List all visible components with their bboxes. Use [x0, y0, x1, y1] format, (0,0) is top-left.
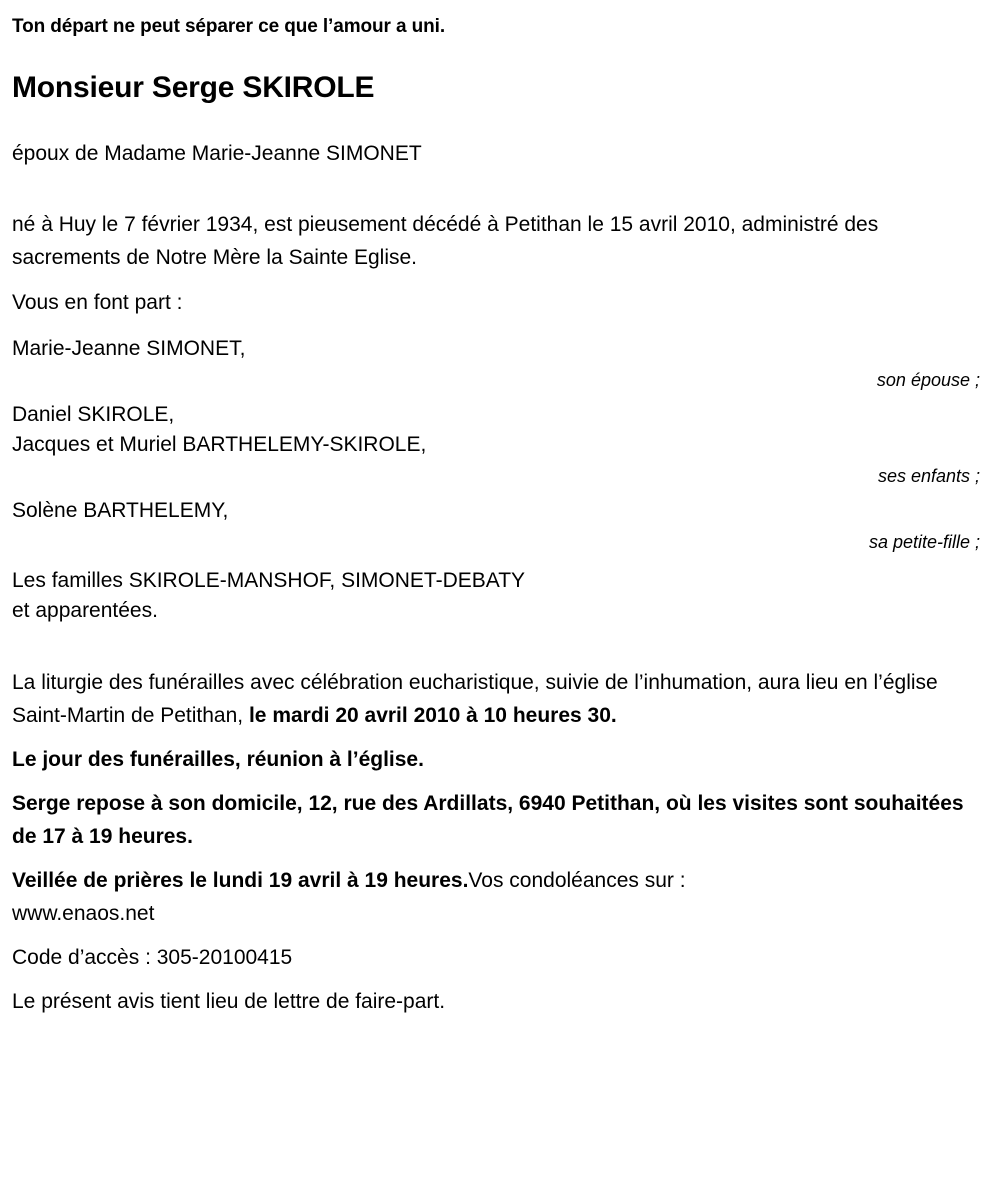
deceased-name-heading: Monsieur Serge SKIROLE	[12, 71, 375, 104]
condolences-label: Vos condoléances sur :	[468, 869, 686, 892]
survivor-name: Marie-Jeanne SIMONET,	[12, 337, 246, 360]
survivor-relation: ses enfants ;	[877, 466, 980, 486]
ceremony-details	[12, 666, 988, 1018]
survivor-group	[12, 496, 988, 556]
survivor-name: Daniel SKIROLE,	[12, 403, 175, 426]
survivor-group	[12, 400, 988, 490]
families-line-secondary: et apparentées.	[12, 599, 158, 622]
survivor-names	[12, 496, 988, 526]
survivor-relation: son épouse ;	[876, 370, 980, 390]
liturgy-paragraph	[12, 666, 974, 732]
condolences-website[interactable]: www.enaos.net	[12, 902, 155, 925]
survivors-list	[12, 334, 988, 626]
access-code: Code d’accès : 305-20100415	[12, 946, 293, 969]
reunion-note: Le jour des funérailles, réunion à l’église.	[12, 748, 424, 771]
survivor-name: Solène BARTHELEMY,	[12, 499, 229, 522]
liturgy-datetime: le mardi 20 avril 2010 à 10 heures 30.	[248, 704, 617, 727]
vigil-note: Veillée de prières le lundi 19 avril à 19 heures.	[12, 869, 469, 892]
survivor-names	[12, 400, 988, 460]
survivor-name: Jacques et Muriel BARTHELEMY-SKIROLE,	[12, 433, 427, 456]
repose-location: Serge repose à son domicile, 12, rue des Ardillats, 6940 Petithan, où les visites sont souhaitées de 17 à 19 heures.	[12, 792, 964, 848]
families-line-primary: Les familles SKIROLE-MANSHOF, SIMONET-DEBATY	[12, 569, 526, 592]
epigraph: Ton départ ne peut séparer ce que l’amour a uni.	[12, 16, 445, 37]
announcement-intro: Vous en font part :	[12, 291, 183, 314]
liturgy-text: La liturgie des funérailles avec célébration eucharistique, suivie de l’inhumation, aura lieu en l’église Saint-Martin de Petithan,	[12, 671, 938, 727]
vigil-and-condolences	[12, 864, 974, 930]
survivor-group	[12, 334, 988, 394]
spouse-line: époux de Madame Marie-Jeanne SIMONET	[12, 142, 422, 165]
survivor-names	[12, 334, 988, 364]
closing-statement: Le présent avis tient lieu de lettre de faire-part.	[12, 990, 446, 1013]
families-line	[12, 566, 988, 626]
survivor-relation: sa petite-fille ;	[868, 532, 980, 552]
life-dates-paragraph: né à Huy le 7 février 1934, est pieusement décédé à Petithan le 15 avril 2010, administré des sacrements de Notre Mère la Sainte Eglise.	[12, 213, 879, 269]
